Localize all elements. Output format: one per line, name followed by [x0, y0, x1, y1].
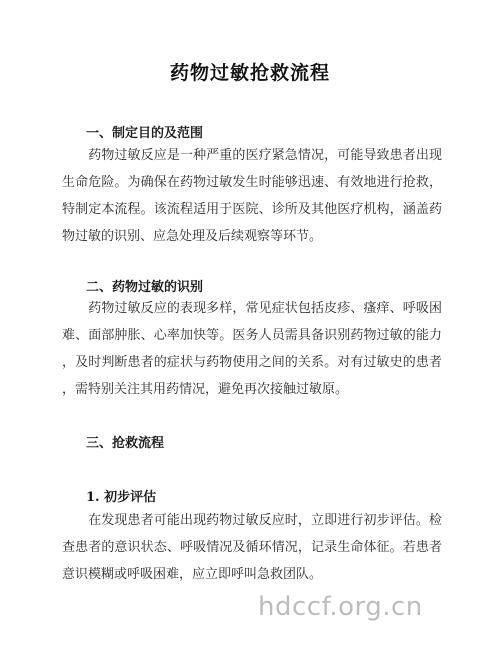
- paragraph-line: 药物过敏反应是一种严重的医疗紧急情况，可能导致患者出现: [62, 148, 442, 163]
- watermark: hdccf.org.cn: [258, 592, 423, 622]
- document-title: 药物过敏抢救流程: [169, 62, 330, 84]
- paragraph-line: 药物过敏反应的表现多样，常见症状包括皮疹、瘙痒、呼吸困: [62, 301, 442, 316]
- paragraph-line: 生命危险。为确保在药物过敏发生时能够迅速、有效地进行抢救，: [62, 175, 442, 190]
- paragraph-line: 物过敏的识别、应急处理及后续观察等环节。: [62, 229, 323, 244]
- paragraph-line: 难、面部肿胀、心率加快等。医务人员需具备识别药物过敏的能力: [62, 328, 442, 343]
- paragraph-line: 查患者的意识状态、呼吸情况及循环情况，记录生命体征。若患者: [62, 540, 442, 555]
- paragraph-line: 在发现患者可能出现药物过敏反应时，立即进行初步评估。检: [62, 513, 442, 528]
- section-heading-identification: 二、药物过敏的识别: [86, 280, 204, 295]
- section-heading-purpose-scope: 一、制定目的及范围: [86, 126, 204, 141]
- paragraph-line: ，及时判断患者的症状与药物使用之间的关系。对有过敏史的患者: [62, 355, 442, 370]
- paragraph-line: ，需特别关注其用药情况，避免再次接触过敏原。: [62, 382, 349, 397]
- subsection-heading-initial-assessment: 1. 初步评估: [86, 490, 157, 505]
- section-heading-rescue-process: 三、抢救流程: [86, 436, 165, 451]
- paragraph-line: 特制定本流程。该流程适用于医院、诊所及其他医疗机构，涵盖药: [62, 202, 442, 217]
- paragraph-line: 意识模糊或呼吸困难，应立即呼叫急救团队。: [62, 567, 323, 582]
